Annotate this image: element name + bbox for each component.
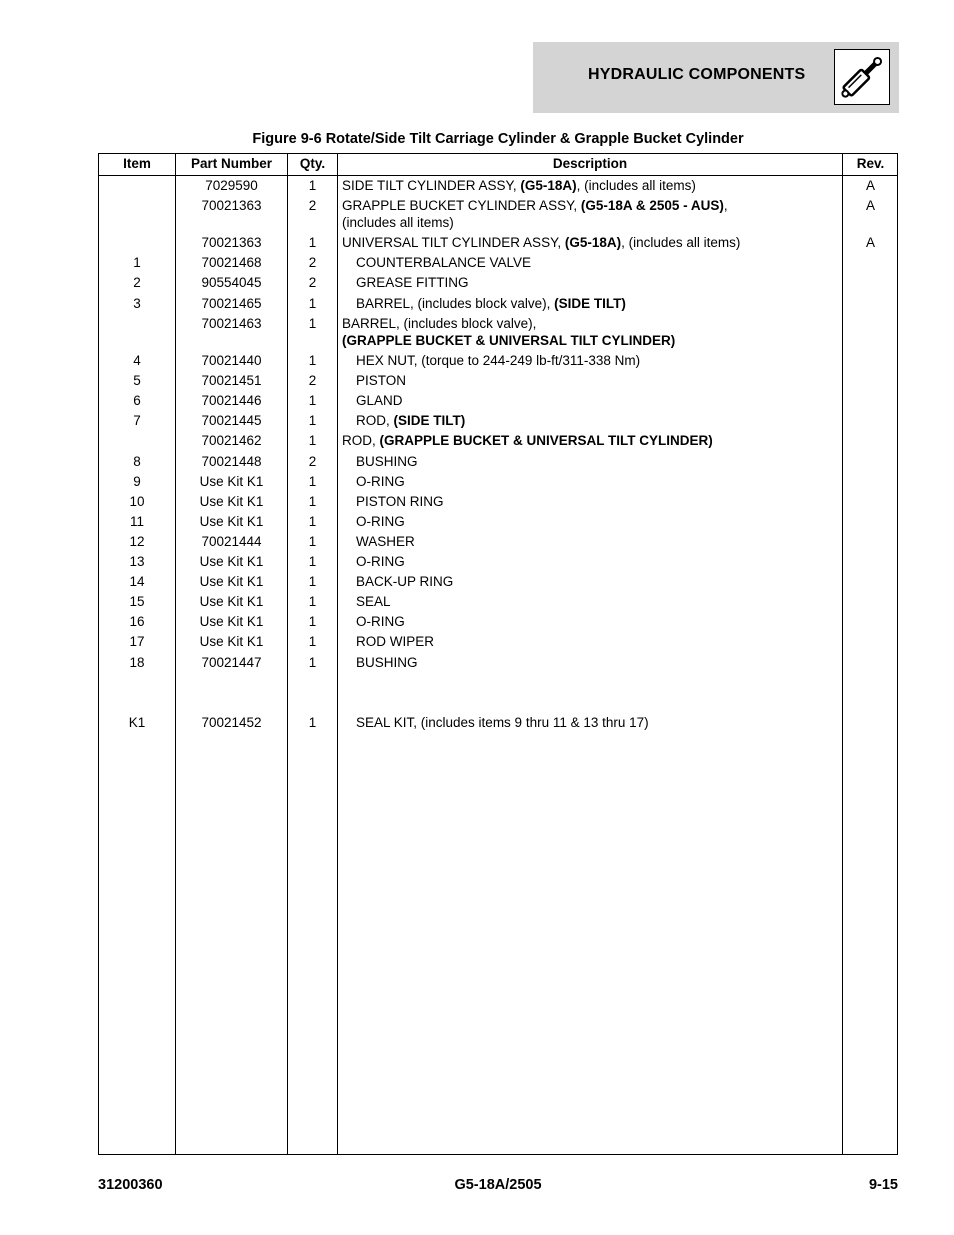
quantity: 2: [308, 255, 317, 270]
quantity: 1: [308, 316, 317, 331]
description: [342, 234, 842, 251]
description: [356, 473, 856, 490]
quantity: 1: [308, 594, 317, 609]
header-divider: [99, 175, 897, 176]
description: [356, 613, 856, 630]
part-number: 70021468: [201, 255, 262, 270]
part-number: Use Kit K1: [199, 594, 264, 609]
item-number: 1: [133, 255, 141, 270]
part-number: 90554045: [201, 275, 262, 290]
revision: A: [865, 198, 875, 213]
description: [356, 533, 856, 550]
quantity: 2: [308, 275, 317, 290]
figure-title: Figure 9-6 Rotate/Side Tilt Carriage Cylinder & Grapple Bucket Cylinder: [252, 131, 744, 147]
description-text: BARREL, (includes block valve),: [342, 316, 537, 331]
quantity: 1: [308, 514, 317, 529]
column-header-rev: Rev.: [856, 156, 885, 171]
description: [342, 197, 842, 231]
description-text: GREASE FITTING: [356, 275, 469, 290]
description-model-text: (GRAPPLE BUCKET & UNIVERSAL TILT CYLINDER): [379, 433, 713, 448]
description: [342, 432, 842, 449]
description-text: WASHER: [356, 534, 415, 549]
part-number: 70021440: [201, 353, 262, 368]
footer-doc-number: 31200360: [98, 1177, 163, 1193]
quantity: 1: [308, 353, 317, 368]
quantity: 1: [308, 433, 317, 448]
part-number: 7029590: [205, 178, 258, 193]
description-text: COUNTERBALANCE VALVE: [356, 255, 532, 270]
description-text: SEAL KIT, (includes items 9 thru 11 & 13 thru 17): [356, 715, 649, 730]
item-number: 12: [129, 534, 145, 549]
description-text: UNIVERSAL TILT CYLINDER ASSY,: [342, 235, 565, 250]
description: [356, 453, 856, 470]
quantity: 1: [308, 655, 317, 670]
item-number: 10: [129, 494, 145, 509]
description: [356, 573, 856, 590]
description-text: SIDE TILT CYLINDER ASSY,: [342, 178, 521, 193]
part-number: 70021447: [201, 655, 262, 670]
description-text: ROD,: [342, 433, 380, 448]
part-number: 70021445: [201, 413, 262, 428]
part-number: Use Kit K1: [199, 634, 264, 649]
part-number: Use Kit K1: [199, 474, 264, 489]
description-text: HEX NUT, (torque to 244-249 lb-ft/311-338 Nm): [356, 353, 641, 368]
revision: A: [865, 235, 875, 250]
quantity: 1: [308, 494, 317, 509]
description-text: O-RING: [356, 554, 405, 569]
column-header-qty: Qty.: [299, 156, 326, 171]
footer-page-number: 9-15: [868, 1177, 898, 1193]
description-text: GLAND: [356, 393, 403, 408]
column-header-item: Item: [123, 156, 151, 171]
quantity: 2: [308, 454, 317, 469]
description: [356, 295, 856, 312]
description-suffix-text: ,: [723, 198, 728, 213]
description-text: BUSHING: [356, 454, 418, 469]
quantity: 1: [308, 534, 317, 549]
item-number: 11: [129, 514, 144, 529]
description-text: GRAPPLE BUCKET CYLINDER ASSY,: [342, 198, 581, 213]
quantity: 2: [308, 198, 317, 213]
part-number: Use Kit K1: [199, 514, 264, 529]
part-number: Use Kit K1: [199, 554, 264, 569]
item-number: 6: [133, 393, 141, 408]
part-number: 70021363: [201, 198, 262, 213]
part-number: 70021446: [201, 393, 262, 408]
column-divider: [337, 154, 338, 1154]
part-number: 70021463: [201, 316, 262, 331]
section-title: HYDRAULIC COMPONENTS: [588, 66, 806, 83]
part-number: 70021451: [201, 373, 262, 388]
item-number: K1: [128, 715, 146, 730]
part-number: 70021448: [201, 454, 262, 469]
description: [356, 654, 856, 671]
item-number: 8: [133, 454, 141, 469]
quantity: 1: [308, 715, 317, 730]
description: [356, 392, 856, 409]
description: [356, 633, 856, 650]
description-model-text: (G5-18A): [564, 235, 622, 250]
item-number: 5: [133, 373, 141, 388]
section-header: [533, 42, 899, 113]
item-number: 2: [133, 275, 141, 290]
part-number: 70021452: [201, 715, 262, 730]
quantity: 1: [308, 393, 317, 408]
description: [356, 493, 856, 510]
quantity: 1: [308, 574, 317, 589]
description-text: BUSHING: [356, 655, 418, 670]
description-text: O-RING: [356, 614, 405, 629]
quantity: 1: [308, 178, 317, 193]
description: [356, 352, 856, 369]
hydraulic-cylinder-icon: [834, 49, 890, 105]
description-model-text: (G5-18A): [520, 178, 577, 193]
description-text: O-RING: [356, 514, 405, 529]
description: [342, 177, 842, 194]
description: [356, 593, 856, 610]
description-text: ROD WIPER: [356, 634, 435, 649]
item-number: 9: [133, 474, 141, 489]
quantity: 1: [308, 474, 317, 489]
description: [356, 254, 856, 271]
part-number: 70021465: [201, 296, 262, 311]
part-number: Use Kit K1: [199, 494, 264, 509]
part-number: 70021462: [201, 433, 262, 448]
item-number: 13: [129, 554, 145, 569]
description-suffix-text: , (includes all items): [621, 235, 741, 250]
description-text: BACK-UP RING: [356, 574, 454, 589]
description-text: SEAL: [356, 594, 391, 609]
item-number: 17: [129, 634, 145, 649]
part-number: 70021444: [201, 534, 262, 549]
item-number: 14: [129, 574, 145, 589]
description-continuation: (includes all items): [342, 215, 454, 230]
description-model-text: (SIDE TILT): [554, 296, 626, 311]
description: [356, 274, 856, 291]
quantity: 1: [308, 554, 317, 569]
footer-model: G5-18A/2505: [454, 1177, 542, 1193]
item-number: 3: [133, 296, 141, 311]
description: [356, 714, 856, 731]
item-number: 18: [129, 655, 145, 670]
description-text: BARREL, (includes block valve),: [356, 296, 555, 311]
part-number: Use Kit K1: [199, 574, 264, 589]
quantity: 2: [308, 373, 317, 388]
description-model-text: (SIDE TILT): [393, 413, 466, 428]
description-text: O-RING: [356, 474, 405, 489]
column-header-description: Description: [552, 156, 628, 171]
item-number: 7: [133, 413, 141, 428]
item-number: 16: [129, 614, 145, 629]
column-header-part-number: Part Number: [190, 156, 273, 171]
description-text: ROD,: [356, 413, 394, 428]
quantity: 1: [308, 413, 317, 428]
description-continuation: (GRAPPLE BUCKET & UNIVERSAL TILT CYLINDER): [342, 333, 676, 348]
item-number: 4: [133, 353, 141, 368]
part-number: Use Kit K1: [199, 614, 264, 629]
description: [356, 553, 856, 570]
quantity: 1: [308, 235, 317, 250]
description-suffix-text: , (includes all items): [576, 178, 696, 193]
description: [356, 412, 856, 429]
item-number: 15: [129, 594, 145, 609]
description-model-text: (G5-18A & 2505 - AUS): [580, 198, 724, 213]
revision: A: [865, 178, 875, 193]
description: [342, 315, 842, 349]
description: [356, 513, 856, 530]
description: [356, 372, 856, 389]
part-number: 70021363: [201, 235, 262, 250]
quantity: 1: [308, 296, 317, 311]
description-text: PISTON RING: [356, 494, 444, 509]
quantity: 1: [308, 634, 317, 649]
quantity: 1: [308, 614, 317, 629]
parts-table: [98, 153, 898, 1155]
description-text: PISTON: [356, 373, 407, 388]
